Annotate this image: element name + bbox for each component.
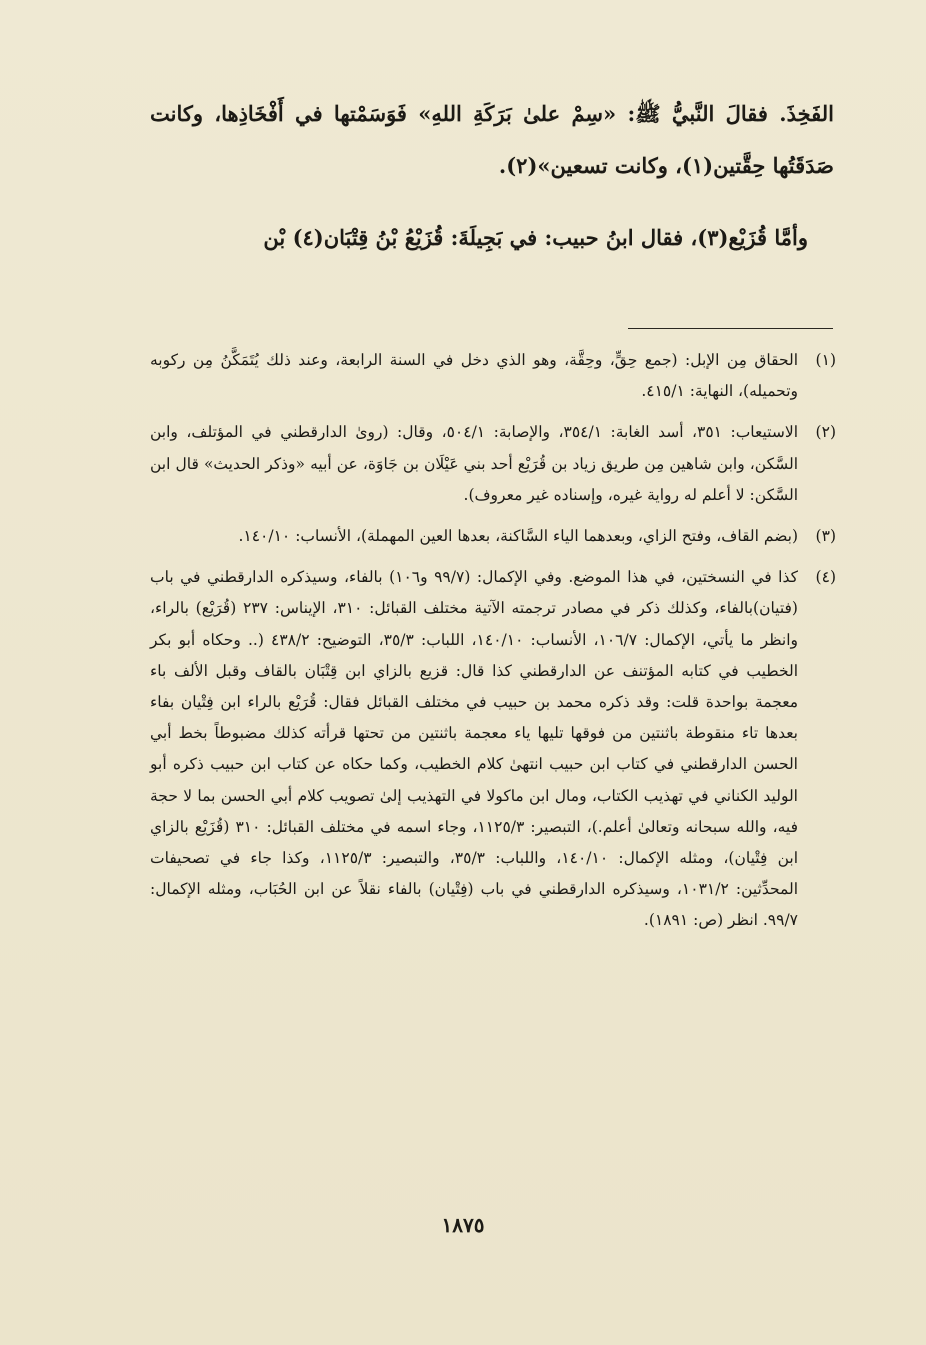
- footnote-text: كذا في النسختين، في هذا الموضع. وفي الإكمال: (٩٩/٧ و١٠٦) بالفاء، وسيذكره الدارقطني في باب (فتيان)بالفاء، وكذلك ذكر في مصادر ترجمته الآتية مختلف القبائل: ٣١٠، الإيناس: ٢٣٧ (قُرَيْع) بالراء، وانظر ما يأتي، الإكمال: ١٠٦/٧، الأنساب: ١٤٠/١٠، اللباب: ٣٥/٣، التوضيح: ٤٣٨/٢ (.. وحكاه أبو بكر الخطيب في كتابه المؤتنف عن الدارقطني كذا قال: قزيع بالزاي ابن قِتْبَان بالقاف وقبل الألف باء معجمة بواحدة قلت: وقد ذكره محمد بن حبيب في مختلف القبائل فقال: قُرَيْع بالراء ابن فِتْيان بفاء بعدها تاء منقوطة باثنتين من فوقها تليها ياء معجمة باثنتين من تحتها قرأته كذلك مضبوطاً بخط أبي الحسن الدارقطني في كتاب ابن حبيب انتهىٰ كلام الخطيب، وكما حكاه عن كتاب ابن حبيب ذكره أبو الوليد الكناني في تهذيب الكتاب، ومال ابن ماكولا في التهذيب إلىٰ تصويب كلام أبي الحسن بما لا حجة فيه، والله سبحانه وتعالىٰ أعلم.)، التبصير: ١١٢٥/٣، وجاء اسمه في مختلف القبائل: ٣١٠ (قُزَيْع بالزاي ابن فِتْيان)، ومثله الإكمال: ١٤٠/١٠، واللباب: ٣٥/٣، والتبصير: ١١٢٥/٣، وكذا جاء في تصحيفات المحدِّثين: ١٠٣١/٢، وسيذكره الدارقطني في باب (فِتْيان) بالفاء نقلاً عن ابن الحُبَاب، ومثله الإكمال: ٩٩/٧. انظر (ص: ١٨٩١).: [150, 568, 799, 930]
- footnote-number: (١): [815, 351, 836, 369]
- footnotes: [150, 345, 836, 947]
- footnote-text: الحقاق مِن الإبل: (جمع حِقٍّ، وحِقَّة، وهو الذي دخل في السنة الرابعة، وعند ذلك يُتَمَكَّنُ مِن ركوبه وتحميله)، النهاية: ٤١٥/١.: [150, 351, 798, 401]
- footnote-number: (٤): [815, 568, 836, 587]
- main-paragraph-2: وأمَّا قُزَيْع(٣)، فقال ابنُ حبيب: في بَجِيلَةَ: قُزَيْعُ بْنُ قِتْبَان(٤) بْن: [263, 225, 808, 250]
- footnote-2: [150, 417, 836, 511]
- footnote-number: (٣): [815, 527, 836, 546]
- footnote-separator: [628, 328, 833, 329]
- footnote-text: (بضم القاف، وفتح الزاي، وبعدهما الياء السَّاكنة، بعدها العين المهملة)، الأنساب: ١٤٠/١٠.: [238, 527, 798, 546]
- footnote-4: [150, 562, 836, 936]
- footnote-number: (٢): [815, 423, 836, 442]
- main-paragraph-1: الفَخِذَ. فقالَ النَّبيُّ ﷺ: «سِمْ علىٰ بَرَكَةِ اللهِ» فَوَسَمْتها في أَفْخَاذِها، وكانت صَدَقَتُها حِقَّتين(١)، وكانت تسعين»(٢).: [150, 101, 834, 178]
- footnote-3: [150, 521, 836, 552]
- footnote-1: [150, 345, 836, 407]
- page-number: ١٨٧٥: [441, 1213, 485, 1237]
- footnote-text: الاستيعاب: ٣٥١، أسد الغابة: ٣٥٤/١، والإصابة: ٥٠٤/١، وقال: (روىٰ الدارقطني في المؤتلف، وابن السَّكن، وابن شاهين مِن طريق زياد بن قُرَيْع أحد بني عَيْلَان بن جَاوَة، عن أبيه «وذكر الحديث» قال ابن السَّكن: لا أعلم له رواية غيره، وإسناده غير معروف).: [150, 423, 798, 504]
- main-text: [150, 88, 834, 264]
